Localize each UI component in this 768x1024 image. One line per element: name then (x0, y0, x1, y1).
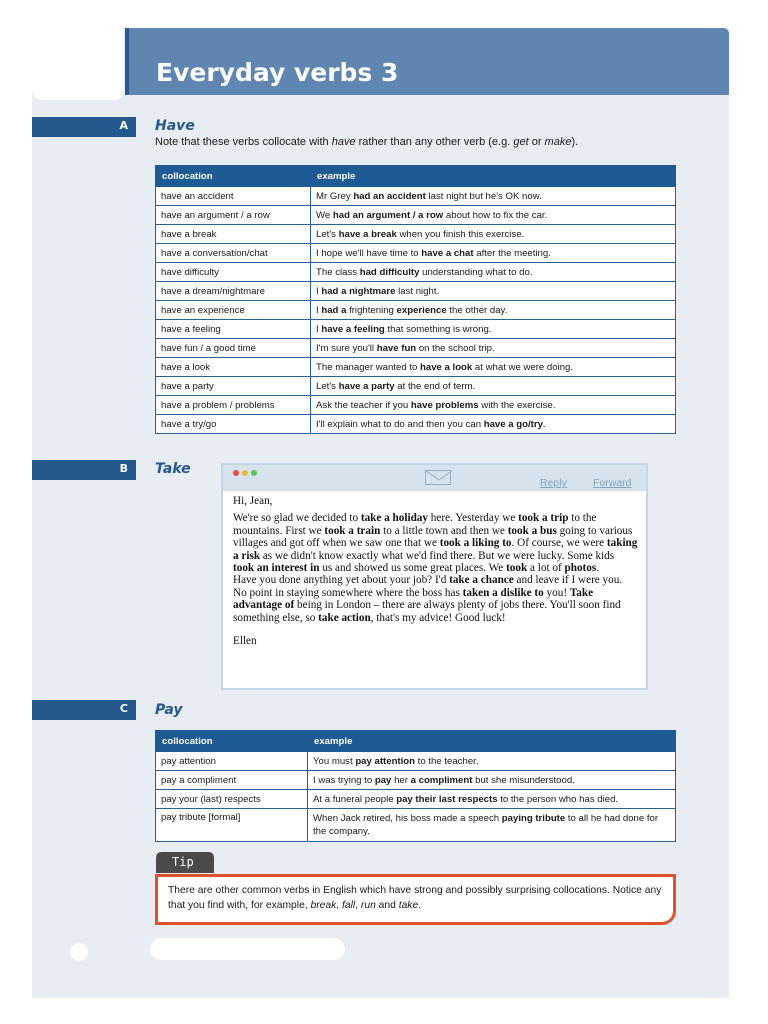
bold-collocation: fall (342, 900, 356, 911)
bold-collocation: have fun (376, 342, 417, 354)
table-row (156, 263, 676, 282)
bold-collocation: pay their last respects (396, 793, 498, 805)
note-part: have (331, 136, 356, 148)
section-a-bar (32, 117, 136, 137)
bold-collocation: had difficulty (359, 266, 420, 278)
text-run: her (391, 774, 411, 786)
bold-collocation: have problems (410, 399, 479, 411)
collocation-cell: have difficulty (156, 263, 311, 282)
text-run: last night. (395, 285, 440, 297)
example-cell (308, 771, 676, 790)
text-run: Have you done anything yet about your job? I'd (233, 574, 450, 587)
section-c-title: Pay (155, 702, 183, 718)
table-row (156, 415, 676, 434)
bold-collocation: photos (564, 562, 597, 575)
text-run: at what we were doing. (472, 361, 574, 373)
close-dot-icon (233, 470, 239, 476)
collocation-cell: have a break (156, 225, 311, 244)
collocation-cell: have a look (156, 358, 311, 377)
example-cell (311, 225, 676, 244)
bold-collocation: pay attention (355, 755, 416, 767)
bold-collocation: have a look (420, 361, 473, 373)
example-cell (308, 790, 676, 809)
redacted-area (32, 28, 124, 100)
note-part: Note that these verbs collocate with (155, 136, 332, 148)
text-run: frightening (346, 304, 397, 316)
table-row (156, 771, 676, 790)
table-row (156, 187, 676, 206)
bold-collocation: have a go/try (483, 418, 543, 430)
text-run: . (596, 562, 600, 575)
table-row (156, 752, 676, 771)
text-run: When Jack retired, his boss made a speech (313, 813, 502, 824)
example-cell (311, 415, 676, 434)
note-part: or (528, 136, 545, 148)
text-run: with the exercise. (478, 399, 556, 411)
text-run: You must (313, 755, 356, 767)
table-row (156, 225, 676, 244)
bold-collocation: pay (374, 774, 392, 786)
redacted-mark (70, 943, 88, 961)
bold-collocation: taking a risk (233, 537, 638, 562)
text-run: I hope we'll have time to (316, 247, 422, 259)
bold-collocation: break (310, 900, 337, 911)
table-row (156, 339, 676, 358)
table-row (156, 320, 676, 339)
email-toolbar (223, 465, 646, 491)
collocation-cell: have an argument / a row (156, 206, 311, 225)
text-run: being in London – there are always plenty of jobs there. You'll soon find something else, so (233, 599, 621, 624)
text-run: The manager wanted to (316, 361, 420, 373)
section-a-note (155, 136, 578, 148)
text-run: I'm sure you'll (316, 342, 377, 354)
text-run: The class (316, 266, 360, 278)
bold-collocation: took a bus (507, 524, 557, 537)
collocation-cell: have a conversation/chat (156, 244, 311, 263)
example-cell (311, 282, 676, 301)
reply-link[interactable]: Reply (540, 477, 567, 489)
section-b-title: Take (155, 461, 191, 477)
column-header-example: example (311, 166, 676, 187)
example-cell (311, 358, 676, 377)
tip-label (156, 852, 214, 873)
collocation-cell: have a problem / problems (156, 396, 311, 415)
text-run: to the person who has died. (497, 793, 619, 805)
text-run: you! (543, 586, 570, 599)
email-signature: Ellen (233, 635, 257, 648)
bold-collocation: took a train (324, 524, 381, 537)
email-body (233, 495, 638, 647)
text-run: when you finish this exercise. (396, 228, 525, 240)
text-run: I (316, 285, 322, 297)
bold-collocation: run (360, 900, 376, 911)
redacted-mark (150, 938, 345, 960)
bold-collocation: had a (321, 304, 347, 316)
text-run: to all he had done for the company. (313, 813, 659, 837)
example-cell (308, 752, 676, 771)
text-run: I'll explain what to do and then you can (316, 418, 484, 430)
envelope-icon (425, 470, 451, 485)
collocation-cell: pay your (last) respects (156, 790, 308, 809)
example-cell (311, 263, 676, 282)
text-run: to the mountains. First we (233, 512, 597, 537)
email-window (221, 463, 648, 690)
example-cell (311, 187, 676, 206)
section-c-letter: C (119, 702, 128, 715)
note-part: ). (571, 136, 579, 148)
table-row (156, 377, 676, 396)
bold-collocation: Take advantage of (233, 586, 594, 612)
text-run: At a funeral people (313, 793, 397, 805)
example-cell (311, 320, 676, 339)
text-run: as we didn't know exactly what we'd find there. But we were lucky. Some kids (260, 549, 615, 562)
bold-collocation: had an accident (353, 190, 426, 202)
example-cell (311, 396, 676, 415)
section-c-bar (32, 700, 136, 720)
text-run: Ask the teacher if you (316, 399, 411, 411)
section-a-title: Have (155, 118, 195, 134)
bold-collocation: take action (318, 611, 371, 624)
maximize-dot-icon (251, 470, 257, 476)
column-header-collocation: collocation (156, 166, 311, 187)
example-cell (311, 244, 676, 263)
collocation-cell: pay tribute [formal] (156, 809, 308, 842)
text-run: , (336, 900, 343, 911)
table-row (156, 809, 676, 842)
note-part: make (544, 136, 572, 148)
collocation-cell: have a party (156, 377, 311, 396)
table-row (156, 282, 676, 301)
collocation-cell: have an accident (156, 187, 311, 206)
table-row (156, 790, 676, 809)
text-run: Let's (316, 380, 339, 392)
column-header-example: example (308, 731, 676, 752)
text-run: to a little town and then we (380, 524, 508, 537)
text-run: us and showed us some great places. We (319, 562, 507, 575)
collocation-cell: pay attention (156, 752, 308, 771)
bold-collocation: take a holiday (360, 512, 428, 525)
table-row (156, 301, 676, 320)
text-run: last night but he's OK now. (425, 190, 542, 202)
tip-box (155, 874, 676, 925)
example-cell (311, 377, 676, 396)
text-run: I (316, 323, 322, 335)
email-greeting: Hi, Jean, (233, 495, 273, 507)
text-run: We (316, 209, 333, 221)
collocation-cell: have a feeling (156, 320, 311, 339)
note-part: get (513, 136, 529, 148)
text-run: , (355, 900, 361, 911)
bold-collocation: have a feeling (321, 323, 385, 335)
bold-collocation: take a chance (449, 574, 514, 587)
example-cell (308, 809, 676, 842)
bold-collocation: take (398, 900, 419, 911)
example-cell (311, 301, 676, 320)
title-banner-edge (125, 28, 129, 95)
bold-collocation: took an interest in (233, 562, 320, 575)
example-cell (311, 206, 676, 225)
text-run: We're so glad we decided to (233, 512, 361, 525)
section-b-bar (32, 460, 136, 480)
bold-collocation: took a liking to (439, 537, 512, 550)
table-row (156, 244, 676, 263)
bold-collocation: paying tribute (501, 813, 566, 824)
column-header-collocation: collocation (156, 731, 308, 752)
have-collocation-table (155, 165, 676, 434)
text-run: I was trying to (313, 774, 375, 786)
table-row (156, 206, 676, 225)
example-cell (311, 339, 676, 358)
bold-collocation: had an argument / a row (332, 209, 444, 221)
note-part: rather than any other verb (e.g. (355, 136, 514, 148)
section-b-letter: B (119, 462, 128, 475)
text-run: I (316, 304, 322, 316)
email-paragraph (233, 574, 638, 624)
text-run: the other day. (446, 304, 508, 316)
section-a-letter: A (119, 119, 128, 132)
text-run: There are other common verbs in English which have strong and possibly surprising collocations. Notice any that you find with, for example, (168, 885, 662, 911)
bold-collocation: took a trip (518, 512, 569, 525)
text-run: to the teacher. (415, 755, 479, 767)
text-run: Let's (316, 228, 339, 240)
text-run: that something is wrong. (384, 323, 492, 335)
bold-collocation: had a nightmare (321, 285, 396, 297)
text-run: but she misunderstood. (472, 774, 575, 786)
text-run: and (375, 900, 399, 911)
bold-collocation: have a chat (421, 247, 474, 259)
forward-link[interactable]: Forward (593, 477, 632, 489)
table-row (156, 396, 676, 415)
collocation-cell: pay a compliment (156, 771, 308, 790)
bold-collocation: experience (396, 304, 447, 316)
email-paragraph (233, 512, 638, 574)
pay-collocation-table (155, 730, 676, 842)
table-row (156, 358, 676, 377)
collocation-cell: have an experience (156, 301, 311, 320)
text-run: on the school trip. (416, 342, 495, 354)
text-run: Mr Grey (316, 190, 354, 202)
text-run: after the meeting. (473, 247, 551, 259)
tip-label-text: Tip (172, 855, 194, 869)
minimize-dot-icon (242, 470, 248, 476)
collocation-cell: have a try/go (156, 415, 311, 434)
text-run: , that's my advice! Good luck! (370, 611, 506, 624)
bold-collocation: have a party (338, 380, 395, 392)
text-run: . (418, 900, 422, 911)
collocation-cell: have fun / a good time (156, 339, 311, 358)
bold-collocation: have a break (338, 228, 397, 240)
text-run: and leave if I were you. No point in staying somewhere where the boss has (233, 574, 623, 599)
text-run: a lot of (527, 562, 565, 575)
text-run: understanding what to do. (419, 266, 533, 278)
collocation-cell: have a dream/nightmare (156, 282, 311, 301)
text-run: about how to fix the car. (443, 209, 548, 221)
text-run: here. Yesterday we (428, 512, 519, 525)
text-run: going to various villages and got off when we saw one that we (233, 524, 633, 550)
bold-collocation: took (506, 562, 528, 575)
bold-collocation: taken a dislike to (462, 586, 544, 599)
bold-collocation: a compliment (410, 774, 473, 786)
text-run: . Of course, we were (511, 537, 607, 550)
text-run: at the end of term. (394, 380, 476, 392)
page-title: Everyday verbs 3 (156, 58, 399, 87)
text-run: . (542, 418, 546, 430)
